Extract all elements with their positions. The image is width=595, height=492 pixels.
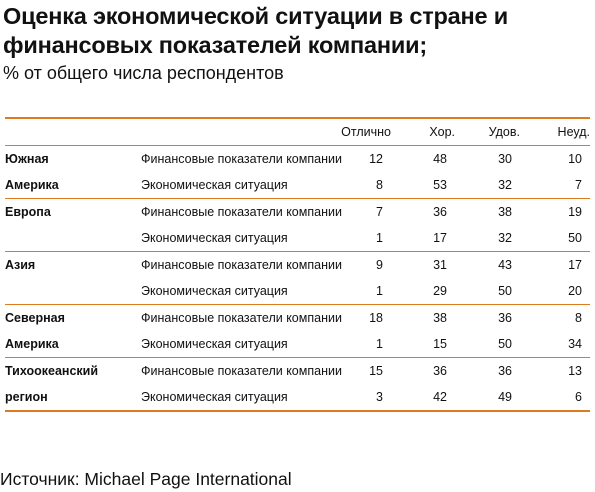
value-good: 17 bbox=[391, 225, 455, 252]
metric-label: Финансовые показатели компании bbox=[141, 258, 342, 272]
region-label: Северная bbox=[5, 311, 65, 325]
table-row bbox=[5, 331, 590, 358]
value-poor: 7 bbox=[520, 172, 590, 199]
metric-label: Экономическая ситуация bbox=[141, 331, 341, 358]
metric-label: Экономическая ситуация bbox=[141, 225, 341, 252]
value-excellent: 12 bbox=[369, 152, 383, 166]
value-satisfactory: 36 bbox=[498, 364, 512, 378]
column-header-region bbox=[5, 118, 141, 146]
value-poor: 10 bbox=[568, 152, 582, 166]
metric-label: Финансовые показатели компании bbox=[141, 311, 342, 325]
value-excellent: 8 bbox=[341, 172, 391, 199]
value-excellent: 1 bbox=[341, 331, 391, 358]
value-satisfactory: 32 bbox=[455, 225, 520, 252]
region-label: регион bbox=[5, 384, 141, 411]
value-good: 38 bbox=[433, 311, 447, 325]
source-note: Источник: Michael Page International bbox=[0, 469, 292, 489]
table-row bbox=[5, 278, 590, 305]
table-row bbox=[5, 146, 590, 173]
table-row bbox=[5, 358, 590, 385]
region-label: Тихоокеанский bbox=[5, 364, 99, 378]
metric-label: Финансовые показатели компании bbox=[141, 364, 342, 378]
value-poor: 34 bbox=[520, 331, 590, 358]
value-good: 36 bbox=[433, 205, 447, 219]
region-label: Южная bbox=[5, 152, 49, 166]
value-excellent: 18 bbox=[369, 311, 383, 325]
value-satisfactory: 43 bbox=[498, 258, 512, 272]
value-satisfactory: 49 bbox=[455, 384, 520, 411]
survey-table-container bbox=[5, 117, 590, 412]
table-row bbox=[5, 172, 590, 199]
region-label bbox=[5, 278, 141, 305]
value-satisfactory: 36 bbox=[498, 311, 512, 325]
table-header-row bbox=[5, 118, 590, 146]
page-title: Оценка экономической ситуации в стране и финансовых показателей компании; bbox=[3, 3, 508, 58]
column-header-metric bbox=[141, 118, 341, 146]
value-poor: 13 bbox=[568, 364, 582, 378]
value-good: 42 bbox=[391, 384, 455, 411]
value-poor: 19 bbox=[568, 205, 582, 219]
region-label: Америка bbox=[5, 331, 141, 358]
value-excellent: 1 bbox=[341, 278, 391, 305]
value-excellent: 1 bbox=[341, 225, 391, 252]
value-good: 31 bbox=[433, 258, 447, 272]
table-row bbox=[5, 225, 590, 252]
region-label: Америка bbox=[5, 172, 141, 199]
value-excellent: 15 bbox=[369, 364, 383, 378]
table-row bbox=[5, 252, 590, 279]
table-row bbox=[5, 305, 590, 332]
value-excellent: 7 bbox=[376, 205, 383, 219]
value-excellent: 3 bbox=[341, 384, 391, 411]
value-poor: 20 bbox=[520, 278, 590, 305]
value-good: 15 bbox=[391, 331, 455, 358]
value-poor: 8 bbox=[575, 311, 582, 325]
value-good: 29 bbox=[391, 278, 455, 305]
survey-table bbox=[5, 117, 590, 412]
value-excellent: 9 bbox=[376, 258, 383, 272]
region-label bbox=[5, 225, 141, 252]
value-poor: 6 bbox=[520, 384, 590, 411]
value-satisfactory: 32 bbox=[455, 172, 520, 199]
metric-label: Экономическая ситуация bbox=[141, 172, 341, 199]
table-row bbox=[5, 384, 590, 411]
value-good: 36 bbox=[433, 364, 447, 378]
metric-label: Финансовые показатели компании bbox=[141, 152, 342, 166]
column-header-satisfactory: Удов. bbox=[455, 118, 520, 146]
column-header-poor: Неуд. bbox=[520, 118, 590, 146]
value-poor: 50 bbox=[520, 225, 590, 252]
region-label: Азия bbox=[5, 258, 36, 272]
value-good: 53 bbox=[391, 172, 455, 199]
metric-label: Экономическая ситуация bbox=[141, 278, 341, 305]
value-satisfactory: 50 bbox=[455, 278, 520, 305]
column-header-excellent: Отлично bbox=[341, 118, 391, 146]
value-good: 48 bbox=[433, 152, 447, 166]
value-satisfactory: 38 bbox=[498, 205, 512, 219]
value-satisfactory: 50 bbox=[455, 331, 520, 358]
value-poor: 17 bbox=[568, 258, 582, 272]
value-satisfactory: 30 bbox=[498, 152, 512, 166]
region-label: Европа bbox=[5, 205, 51, 219]
page-subtitle: % от общего числа респондентов bbox=[3, 63, 284, 83]
table-row bbox=[5, 199, 590, 226]
column-header-good: Хор. bbox=[391, 118, 455, 146]
metric-label: Финансовые показатели компании bbox=[141, 205, 342, 219]
metric-label: Экономическая ситуация bbox=[141, 384, 341, 411]
